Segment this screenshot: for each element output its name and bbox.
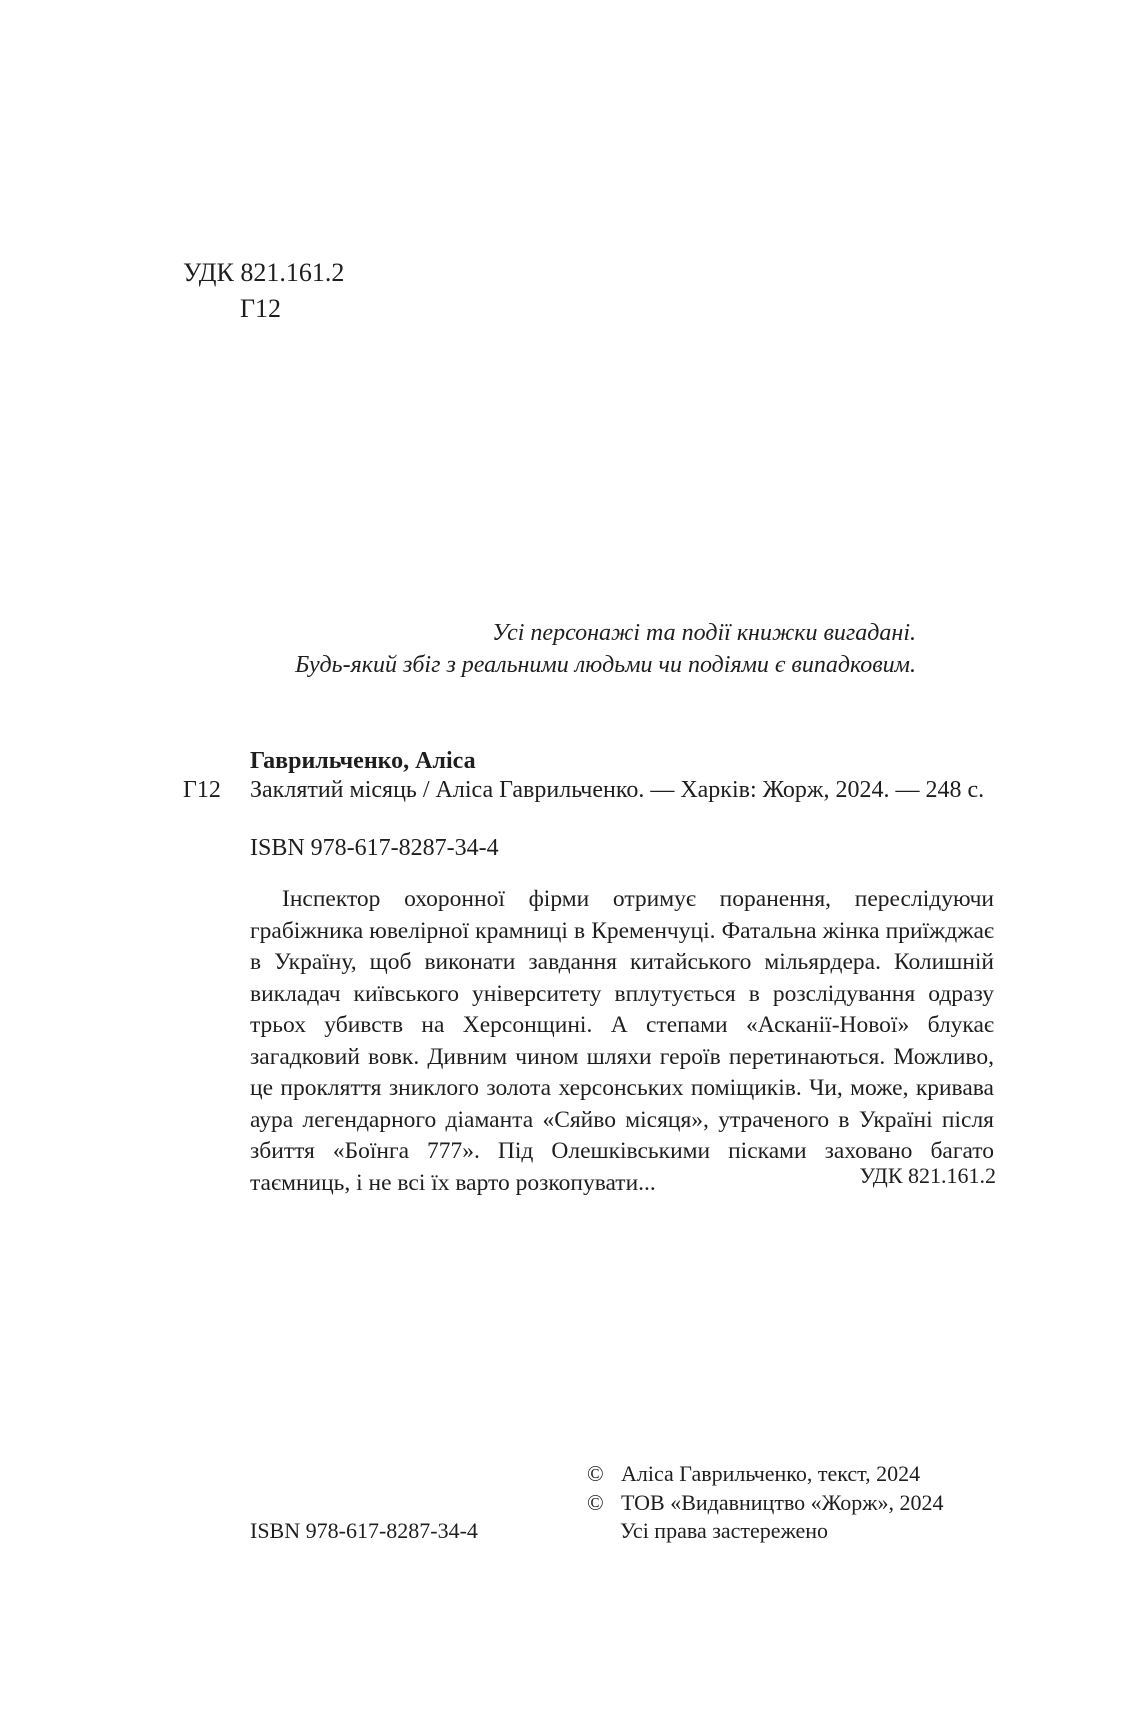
author-heading: Гаврильченко, Аліса bbox=[250, 748, 476, 774]
udk-footer: УДК 821.161.2 bbox=[859, 1163, 996, 1188]
copyright-author bbox=[587, 1460, 920, 1488]
copyright-author-text: Аліса Гаврильченко, текст, 2024 bbox=[621, 1461, 921, 1486]
bibliographic-citation: Заклятий місяць / Аліса Гаврильченко. — Харків: Жорж, 2024. — 248 с. bbox=[250, 777, 985, 803]
copyright-publisher-text: ТОВ «Видавництво «Жорж», 2024 bbox=[621, 1490, 944, 1515]
udk-classification: УДК 821.161.2 bbox=[183, 258, 345, 287]
isbn-footer: ISBN 978-617-8287-34-4 bbox=[250, 1518, 478, 1543]
author-mark: Г12 bbox=[240, 294, 282, 323]
disclaimer-line-2: Будь-який збіг з реальними людьми чи подіями є випадковим. bbox=[295, 652, 916, 678]
copyright-symbol: © bbox=[587, 1490, 604, 1515]
catalog-code: Г12 bbox=[183, 777, 221, 803]
disclaimer-line-1: Усі персонажі та події книжки вигадані. bbox=[492, 620, 916, 646]
rights-reserved: Усі права застережено bbox=[620, 1518, 829, 1543]
isbn-entry: ISBN 978-617-8287-34-4 bbox=[250, 835, 499, 861]
copyright-symbol: © bbox=[587, 1461, 604, 1486]
fiction-disclaimer bbox=[216, 617, 916, 681]
copyright-publisher bbox=[587, 1489, 943, 1517]
book-annotation: Інспектор охоронної фірми отримує поранення, переслідуючи грабіжника ювелірної крамниці в Кременчуці. Фатальна жінка приїжджає в Україну, щоб виконати завдання китайського мільярдера. Колишній викладач київського університету вплутується в розслідування одразу трьох убивств на Херсонщині. А степами «Асканії-Нової» блукає загадковий вовк. Дивним чином шляхи героїв перетинаються. Можливо, це прокляття зниклого золота херсонських поміщиків. Чи, може, кривава аура легендарного діаманта «Сяйво місяця», утраченого в Україні після збиття «Боїнга 777». Під Олешківськими пісками заховано багато таємниць, і не всі їх варто розкопувати... bbox=[250, 886, 994, 1196]
